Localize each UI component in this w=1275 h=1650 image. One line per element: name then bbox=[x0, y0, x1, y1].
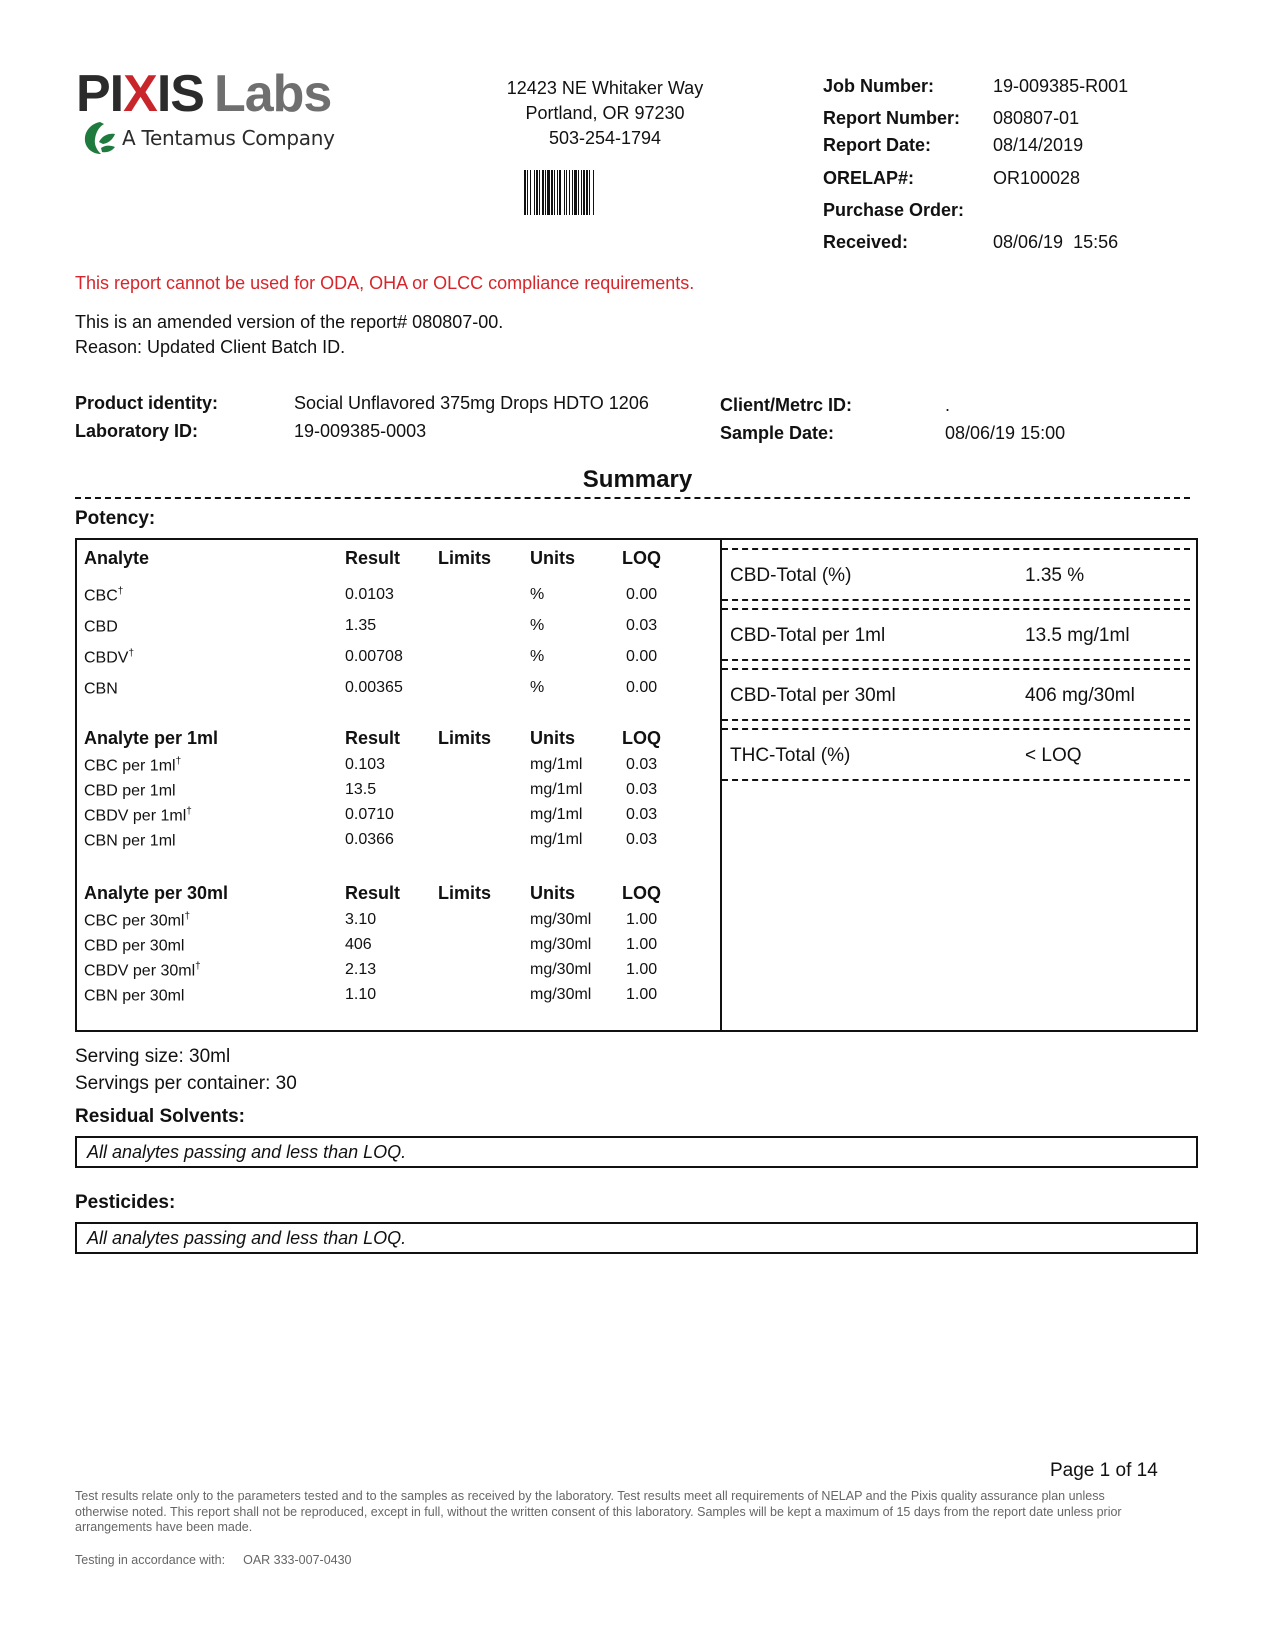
column-header-units: Units bbox=[530, 728, 575, 748]
cell-units: mg/30ml bbox=[530, 911, 592, 928]
analyte-label: CBN per 30ml bbox=[84, 987, 185, 1005]
column-header-loq: LOQ bbox=[622, 883, 661, 903]
barcode-bar bbox=[594, 170, 595, 215]
cbd-total-per-1ml-value: 13.5 mg/1ml bbox=[1025, 625, 1130, 646]
analyte-name bbox=[84, 806, 192, 825]
analyte-label: CBDV per 1ml bbox=[84, 807, 187, 825]
analyte-name bbox=[84, 831, 176, 850]
dagger-footnote-mark: † bbox=[186, 806, 192, 817]
report-date-label: Report Date: bbox=[823, 135, 932, 155]
page-number: Page 1 of 14 bbox=[1050, 1460, 1158, 1481]
analyte-name bbox=[84, 617, 118, 636]
barcode bbox=[524, 170, 666, 215]
compliance-warning: This report cannot be used for ODA, OHA or OLCC compliance requirements. bbox=[75, 273, 695, 293]
cell-result: 406 bbox=[345, 936, 372, 953]
column-header-analyte: Analyte bbox=[84, 548, 150, 568]
dashed-divider bbox=[722, 728, 1190, 730]
client-metrc-id-value: . bbox=[945, 395, 951, 415]
cell-result: 3.10 bbox=[345, 911, 377, 928]
analyte-name bbox=[84, 756, 181, 775]
cell-loq: 0.00 bbox=[626, 648, 658, 665]
dagger-footnote-mark: † bbox=[175, 756, 182, 767]
testing-code: OAR 333-007-0430 bbox=[243, 1553, 352, 1567]
analyte-name bbox=[84, 586, 123, 605]
column-header-units: Units bbox=[530, 548, 575, 568]
cell-loq: 0.03 bbox=[626, 806, 658, 823]
cell-units: % bbox=[530, 586, 545, 603]
cell-result: 0.103 bbox=[345, 756, 386, 773]
residual-solvents-result: All analytes passing and less than LOQ. bbox=[75, 1136, 1198, 1168]
product-identity-label: Product identity: bbox=[75, 393, 218, 413]
analyte-name bbox=[84, 961, 201, 980]
cell-units: mg/30ml bbox=[530, 986, 592, 1003]
cbd-total-percent-value: 1.35 % bbox=[1025, 565, 1085, 586]
logo-text-is: IS bbox=[156, 65, 204, 123]
laboratory-id-value: 19-009385-0003 bbox=[294, 421, 427, 441]
column-header-limits: Limits bbox=[438, 548, 492, 568]
tentamus-leaf-icon bbox=[82, 120, 118, 156]
column-header-units: Units bbox=[530, 883, 575, 903]
residual-solvents-label: Residual Solvents: bbox=[75, 1106, 245, 1127]
report-date-value: 08/14/2019 bbox=[993, 135, 1084, 155]
serving-size: Serving size: 30ml bbox=[75, 1046, 231, 1067]
cell-units: mg/1ml bbox=[530, 781, 583, 798]
pesticides-label: Pesticides: bbox=[75, 1192, 176, 1213]
column-header-limits: Limits bbox=[438, 883, 492, 903]
analyte-name bbox=[84, 936, 184, 955]
orelap-label: ORELAP#: bbox=[823, 168, 915, 188]
summary-title: Summary bbox=[582, 466, 693, 493]
cell-result: 0.0710 bbox=[345, 806, 394, 823]
product-identity-value: Social Unflavored 375mg Drops HDTO 1206 bbox=[294, 393, 649, 413]
report-number-value: 080807-01 bbox=[993, 108, 1080, 128]
cell-loq: 0.00 bbox=[626, 679, 658, 696]
cell-result: 1.10 bbox=[345, 986, 377, 1003]
pixis-labs-logo bbox=[76, 65, 332, 123]
address-city: Portland, OR 97230 bbox=[525, 103, 685, 123]
analyte-label: CBC per 30ml bbox=[84, 912, 185, 930]
potency-label: Potency: bbox=[75, 508, 156, 529]
address-phone: 503-254-1794 bbox=[548, 128, 662, 148]
analyte-name bbox=[84, 679, 118, 698]
analyte-label: CBD per 30ml bbox=[84, 937, 185, 955]
cell-units: mg/1ml bbox=[530, 806, 583, 823]
cell-loq: 1.00 bbox=[626, 961, 658, 978]
logo-text-pi: PI bbox=[76, 65, 124, 123]
column-header-loq: LOQ bbox=[622, 548, 661, 568]
dagger-footnote-mark: † bbox=[128, 648, 135, 659]
client-metrc-id-label: Client/Metrc ID: bbox=[720, 395, 853, 415]
summary-divider bbox=[75, 497, 1190, 499]
cell-units: mg/1ml bbox=[530, 831, 583, 848]
address-street: 12423 NE Whitaker Way bbox=[506, 78, 704, 98]
column-header-analyte: Analyte per 30ml bbox=[84, 883, 229, 903]
cell-loq: 0.03 bbox=[626, 617, 658, 634]
dagger-footnote-mark: † bbox=[184, 911, 191, 922]
cell-result: 2.13 bbox=[345, 961, 377, 978]
cell-units: % bbox=[530, 617, 545, 634]
analyte-name bbox=[84, 911, 190, 930]
orelap-value: OR100028 bbox=[993, 168, 1081, 188]
cbd-total-percent-label: CBD-Total (%) bbox=[730, 565, 852, 586]
job-number-value: 19-009385-R001 bbox=[993, 76, 1129, 96]
analyte-label: CBDV bbox=[84, 649, 129, 667]
dashed-divider bbox=[722, 599, 1190, 601]
potency-column-divider bbox=[720, 538, 722, 1032]
servings-per-container: Servings per container: 30 bbox=[75, 1073, 297, 1094]
laboratory-id-label: Laboratory ID: bbox=[75, 421, 199, 441]
dashed-divider bbox=[722, 659, 1190, 661]
cell-result: 0.0103 bbox=[345, 586, 394, 603]
cell-result: 13.5 bbox=[345, 781, 377, 798]
column-header-limits: Limits bbox=[438, 728, 492, 748]
dashed-divider bbox=[722, 668, 1190, 670]
amendment-line: This is an amended version of the report# 080807-00. bbox=[75, 312, 504, 332]
analyte-name bbox=[84, 986, 184, 1005]
analyte-label: CBN per 1ml bbox=[84, 832, 176, 850]
cell-loq: 0.03 bbox=[626, 756, 658, 773]
lab-address bbox=[480, 76, 730, 151]
analyte-name bbox=[84, 648, 134, 667]
cell-units: % bbox=[530, 648, 545, 665]
received-value: 08/06/19 15:56 bbox=[993, 232, 1119, 252]
cell-result: 1.35 bbox=[345, 617, 377, 634]
logo-text-x: X bbox=[123, 65, 157, 123]
logo-tagline-row bbox=[82, 120, 335, 156]
sample-date-label: Sample Date: bbox=[720, 423, 835, 443]
logo-text-labs: Labs bbox=[213, 65, 332, 123]
dagger-footnote-mark: † bbox=[117, 586, 124, 597]
purchase-order-label: Purchase Order: bbox=[823, 200, 965, 220]
logo-tagline: A Tentamus Company bbox=[122, 126, 335, 150]
thc-total-percent-label: THC-Total (%) bbox=[730, 745, 851, 766]
received-label: Received: bbox=[823, 232, 909, 252]
report-number-label: Report Number: bbox=[823, 108, 961, 128]
dashed-divider bbox=[722, 548, 1190, 550]
pesticides-result: All analytes passing and less than LOQ. bbox=[75, 1222, 1198, 1254]
footer-disclaimer: Test results relate only to the parameters tested and to the samples as received by the laboratory. Test results meet all requirements of NELAP and the Pixis quality assurance plan unless otherwise noted. This report shall not be reproduced, except in full, without the written consent of this laboratory. Samples will be kept a maximum of 15 days from the report date unless prior arrangements have been made. bbox=[75, 1489, 1122, 1534]
cell-units: mg/30ml bbox=[530, 961, 592, 978]
cell-units: % bbox=[530, 679, 545, 696]
sample-date-value: 08/06/19 15:00 bbox=[945, 423, 1066, 443]
cell-units: mg/1ml bbox=[530, 756, 583, 773]
cell-loq: 0.03 bbox=[626, 831, 658, 848]
testing-standard bbox=[75, 1553, 352, 1567]
analyte-label: CBD per 1ml bbox=[84, 782, 176, 800]
testing-label: Testing in accordance with: bbox=[75, 1553, 226, 1567]
cell-loq: 0.03 bbox=[626, 781, 658, 798]
amendment-notice bbox=[75, 310, 503, 360]
cell-loq: 1.00 bbox=[626, 911, 658, 928]
analyte-label: CBD bbox=[84, 618, 118, 636]
dashed-divider bbox=[722, 779, 1190, 781]
column-header-result: Result bbox=[345, 728, 401, 748]
cbd-total-per-30ml-value: 406 mg/30ml bbox=[1025, 685, 1135, 706]
thc-total-percent-value: < LOQ bbox=[1025, 745, 1082, 766]
cbd-total-per-30ml-label: CBD-Total per 30ml bbox=[730, 685, 896, 706]
analyte-name bbox=[84, 781, 176, 800]
cell-loq: 1.00 bbox=[626, 936, 658, 953]
dashed-divider bbox=[722, 719, 1190, 721]
analyte-label: CBDV per 30ml bbox=[84, 962, 196, 980]
cell-result: 0.0366 bbox=[345, 831, 394, 848]
column-header-loq: LOQ bbox=[622, 728, 661, 748]
cell-loq: 0.00 bbox=[626, 586, 658, 603]
analyte-label: CBC per 1ml bbox=[84, 757, 176, 775]
cell-units: mg/30ml bbox=[530, 936, 592, 953]
column-header-result: Result bbox=[345, 548, 401, 568]
column-header-analyte: Analyte per 1ml bbox=[84, 728, 219, 748]
analyte-label: CBN bbox=[84, 680, 118, 698]
amendment-reason: Reason: Updated Client Batch ID. bbox=[75, 337, 346, 357]
cell-result: 0.00365 bbox=[345, 679, 403, 696]
column-header-result: Result bbox=[345, 883, 401, 903]
job-number-label: Job Number: bbox=[823, 76, 935, 96]
cell-result: 0.00708 bbox=[345, 648, 403, 665]
dagger-footnote-mark: † bbox=[195, 961, 201, 972]
cbd-total-per-1ml-label: CBD-Total per 1ml bbox=[730, 625, 886, 646]
dashed-divider bbox=[722, 608, 1190, 610]
analyte-label: CBC bbox=[84, 587, 118, 605]
cell-loq: 1.00 bbox=[626, 986, 658, 1003]
